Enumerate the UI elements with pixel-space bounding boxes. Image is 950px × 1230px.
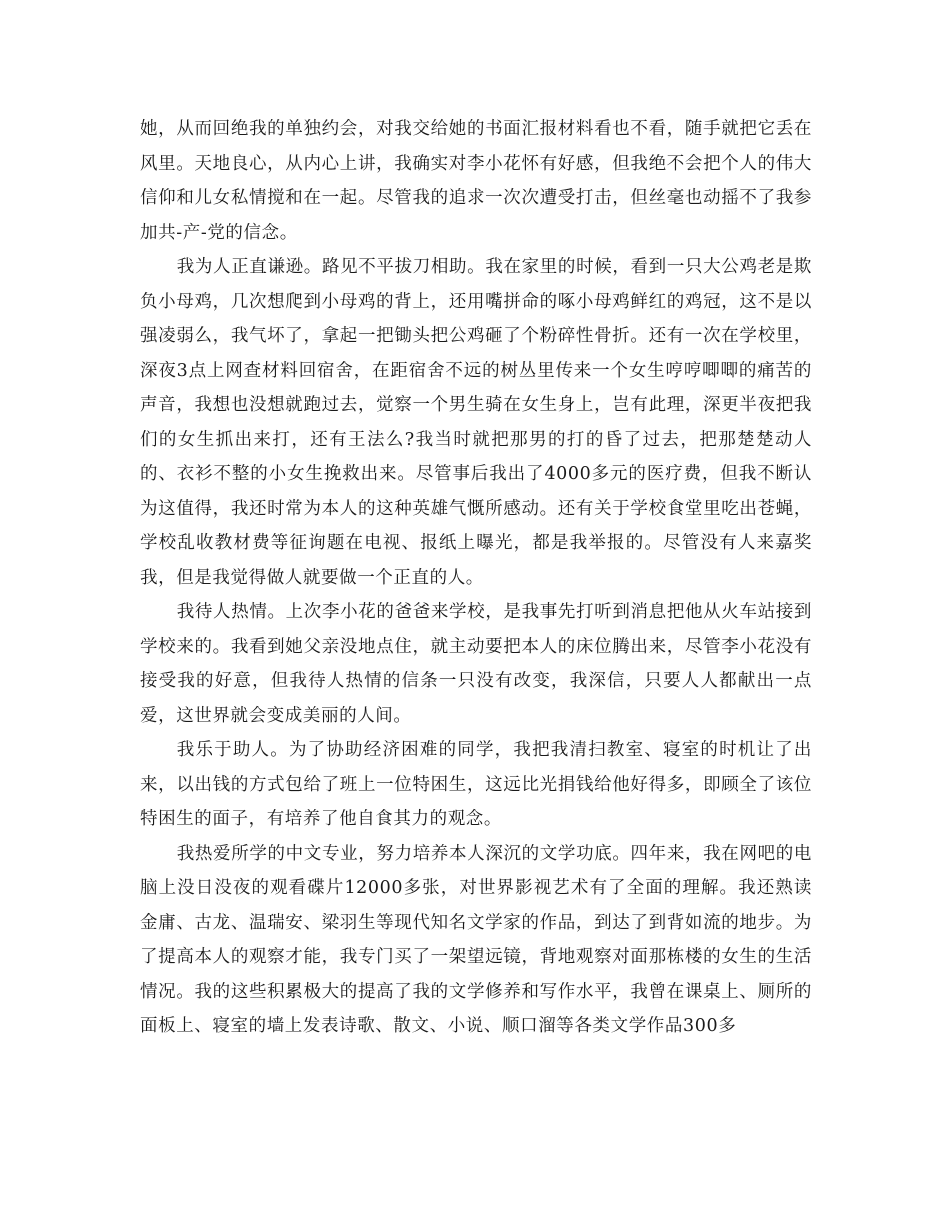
document-page [140,112,812,1044]
paragraph-integrity: 我为人正直谦逊。路见不平拔刀相助。我在家里的时候，看到一只大公鸡老是欺负小母鸡，几次想爬到小母鸡的背上，还用嘴拼命的啄小母鸡鲜红的鸡冠，这不是以强凌弱么，我气坏了，拿起一把锄头把公鸡砸了个粉碎性骨折。还有一次在学校里，深夜3点上网查材料回宿舍，在距宿舍不远的树丛里传来一个女生哼哼唧唧的痛苦的声音，我想也没想就跑过去，觉察一个男生骑在女生身上，岂有此理，深更半夜把我们的女生抓出来打，还有王法么?我当时就把那男的打的昏了过去，把那楚楚动人的、衣衫不整的小女生挽救出来。尽管事后我出了4000多元的医疗费，但我不断认为这值得，我还时常为本人的这种英雄气慨所感动。还有关于学校食堂里吃出苍蝇，学校乱收教材费等征询题在电视、报纸上曝光，都是我举报的。尽管没有人来嘉奖我，但是我觉得做人就要做一个正直的人。 [140,257,812,588]
paragraph-warmth: 我待人热情。上次李小花的爸爸来学校，是我事先打听到消息把他从火车站接到学校来的。我看到她父亲没地点住，就主动要把本人的床位腾出来，尽管李小花没有接受我的好意，但我待人热情的信条一只没有改变，我深信，只要人人都献出一点爱，这世界就会变成美丽的人间。 [140,602,812,726]
paragraph-continuation: 她，从而回绝我的单独约会，对我交给她的书面汇报材料看也不看，随手就把它丢在风里。天地良心，从内心上讲，我确实对李小花怀有好感，但我绝不会把个人的伟大信仰和儿女私情搅和在一起。尽管我的追求一次次遭受打击，但丝毫也动摇不了我参加共-产-党的信念。 [140,119,812,243]
paragraph-literature: 我热爱所学的中文专业，努力培养本人深沉的文学功底。四年来，我在网吧的电脑上没日没夜的观看碟片12000多张，对世界影视艺术有了全面的理解。我还熟读金庸、古龙、温瑞安、梁羽生等现代知名文学家的作品，到达了到背如流的地步。为了提高本人的观察才能，我专门买了一架望远镜，背地观察对面那栋楼的女生的生活情况。我的这些积累极大的提高了我的文学修养和写作水平，我曾在课桌上、厕所的面板上、寝室的墙上发表诗歌、散文、小说、顺口溜等各类文学作品300多 [140,843,812,1036]
paragraph-helpfulness: 我乐于助人。为了协助经济困难的同学，我把我清扫教室、寝室的时机让了出来，以出钱的方式包给了班上一位特困生，这远比光捐钱给他好得多，即顾全了该位特困生的面子，有培养了他自食其力的观念。 [140,740,812,829]
